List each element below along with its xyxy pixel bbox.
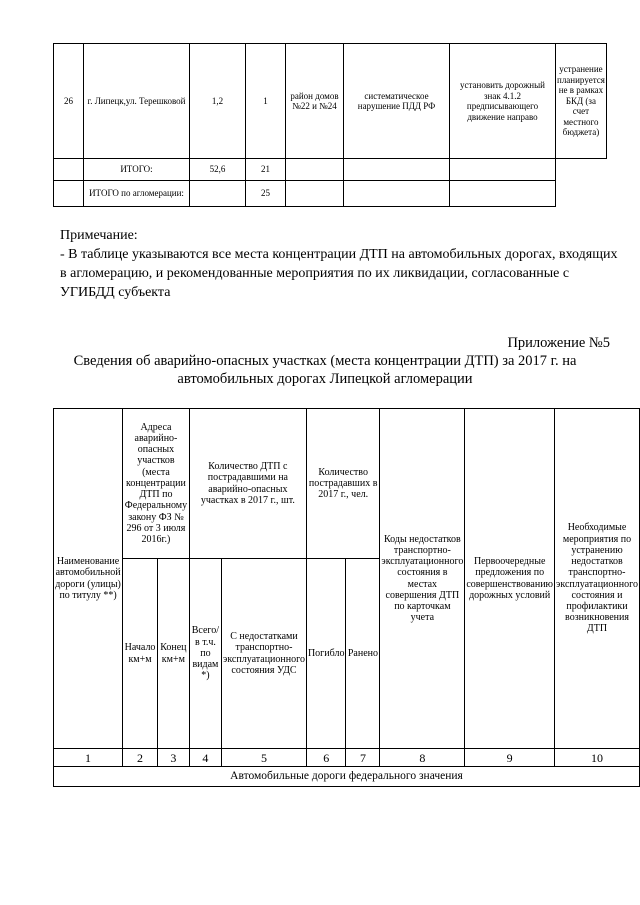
col-num: 8: [380, 749, 465, 767]
total-count: 21: [246, 159, 286, 181]
row-cause: систематическое нарушение ПДД РФ: [344, 44, 450, 159]
row-count: 1: [246, 44, 286, 159]
total-agglo-count: 25: [246, 181, 286, 207]
total-length: 52,6: [190, 159, 246, 181]
header-dtp-count: Количество ДТП с пострадавшими на аварийно-опасных участках в 2017 г., шт.: [189, 409, 306, 559]
header-road-name: Наименование автомобильной дороги (улицы) по титулу **): [54, 409, 123, 749]
header-start: Начало км+м: [123, 559, 158, 749]
table-row: [54, 159, 607, 181]
row-address: г. Липецк,ул. Терешковой: [84, 44, 190, 159]
header-address: Адреса аварийно-опасных участков (места концентрации ДТП по Федеральному закону ФЗ № 296 от 3 июля 2016г.): [123, 409, 190, 559]
col-num: 4: [189, 749, 221, 767]
col-num: 5: [222, 749, 307, 767]
header-measures: Необходимые мероприятия по устранению недостатков транспортно-эксплуатационного состояния и профилактики возникновения ДТП: [555, 409, 640, 749]
header-end: Конец км+м: [157, 559, 189, 749]
col-num: 9: [465, 749, 555, 767]
main-table: [53, 408, 640, 787]
header-total: Всего/ в т.ч. по видам *): [189, 559, 221, 749]
table-row: [54, 181, 607, 207]
note-text: - В таблице указываются все места концентрации ДТП на автомобильных дорогах, входящих в агломерацию, и рекомендованные мероприятия по их ликвидации, согласованные с УГИБДД субъекта: [60, 247, 618, 300]
row-measure: установить дорожный знак 4.1.2 предписывающего движение направо: [450, 44, 556, 159]
col-num: 10: [555, 749, 640, 767]
col-num: 6: [306, 749, 346, 767]
appendix-label: Приложение №5: [507, 335, 610, 351]
section-row: [54, 767, 640, 787]
note: [60, 226, 620, 302]
col-num: 3: [157, 749, 189, 767]
header-proposals: Первоочередные предложения по совершенствованию дорожных условий: [465, 409, 555, 749]
header-codes: Коды недостатков транспортно-эксплуатационного состояния в местах совершения ДТП по карточкам учета: [380, 409, 465, 749]
header-row: [54, 409, 640, 559]
prev-table: [53, 43, 607, 207]
table-row: [54, 44, 607, 159]
note-title: Примечание:: [60, 228, 138, 243]
total-agglo-label: ИТОГО по агломерации:: [84, 181, 190, 207]
total-label: ИТОГО:: [84, 159, 190, 181]
row-district: район домов №22 и №24: [286, 44, 344, 159]
header-uds: С недостатками транспортно-эксплуатационного состояния УДС: [222, 559, 307, 749]
page-title: Сведения об аварийно-опасных участках (места концентрации ДТП) за 2017 г. на автомобильных дорогах Липецкой агломерации: [73, 353, 577, 387]
col-num: 2: [123, 749, 158, 767]
row-funding: устранение планируется не в рамках БКД (за счет местного бюджета): [556, 44, 607, 159]
row-length: 1,2: [190, 44, 246, 159]
header-victims: Количество пострадавших в 2017 г., чел.: [306, 409, 379, 559]
col-num: 1: [54, 749, 123, 767]
column-numbers-row: [54, 749, 640, 767]
row-number: 26: [54, 44, 84, 159]
header-killed: Погибло: [306, 559, 346, 749]
header-injured: Ранено: [346, 559, 380, 749]
section-federal: Автомобильные дороги федерального значения: [54, 767, 640, 787]
col-num: 7: [346, 749, 380, 767]
